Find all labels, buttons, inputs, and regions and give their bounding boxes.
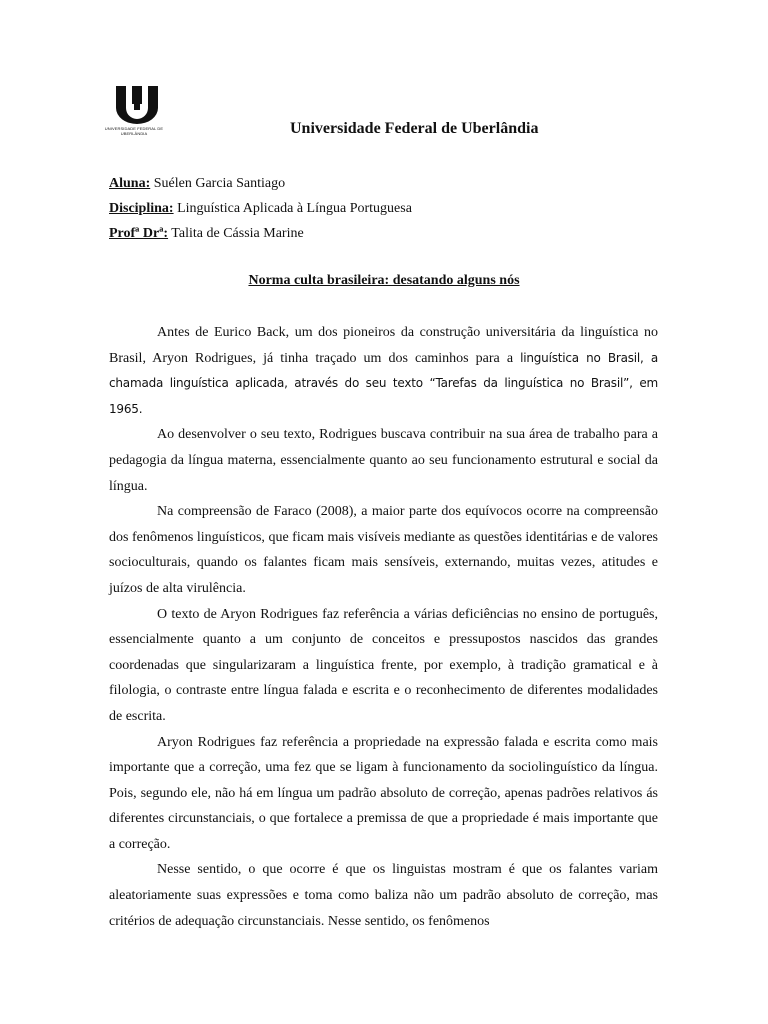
logo-caption: UNIVERSIDADE FEDERAL DE UBERLÂNDIA — [104, 126, 164, 136]
paragraph-5: Aryon Rodrigues faz referência a propriedade na expressão falada e escrita como mais importante que a correção, uma fez que se ligam à funcionamento da sociolinguístico da língua. Pois, segundo ele, não há em língua um padrão absoluto de correção, apenas padrões relativos ás diferentes circunstanciais, o que fortalece a premissa de que a propriedade é mais importante que a correção. — [109, 734, 658, 852]
paragraph-1 — [109, 320, 658, 422]
student-value: Suélen Garcia Santiago — [150, 176, 286, 191]
student-row — [109, 171, 412, 196]
paragraph-6: Nesse sentido, o que ocorre é que os linguistas mostram é que os falantes variam aleatoriamente suas expressões e toma como baliza não um padrão absoluto de correção, mas critérios de adequação circunstanciais. Nesse sentido, os fenômenos — [109, 862, 658, 929]
course-label: Disciplina: — [109, 201, 174, 216]
student-label: Aluna: — [109, 176, 151, 191]
professor-value: Talita de Cássia Marine — [168, 226, 304, 241]
course-value: Linguística Aplicada à Língua Portuguesa — [173, 201, 412, 216]
paragraph-1-part-a: Antes de Eurico Back, um dos pioneiros da construção universitária da linguística no Brasil, Aryon Rodrigues, já tinha traçado um dos caminhos para a — [109, 325, 658, 366]
paragraph-3: Na compreensão de Faraco (2008), a maior parte dos equívocos ocorre na compreensão dos fenômenos linguísticos, que ficam mais visíveis mediante as questões identitárias e de valores socioculturais, quando os falantes ficam mais sensíveis, externando, muitas vezes, atitudes e juízos de alta virulência. — [109, 504, 658, 596]
paragraph-4: O texto de Aryon Rodrigues faz referência a várias deficiências no ensino de português, essencialmente quanto a um conjunto de conceitos e pressupostos nascidos das grandes coordenadas que singularizaram a linguística frente, por exemplo, à tradição gramatical e à filologia, o contraste entre língua falada e escrita e o reconhecimento de diferentes modalidades de escrita. — [109, 606, 658, 724]
document-title: Norma culta brasileira: desatando alguns nós — [248, 273, 520, 288]
document-meta — [109, 171, 412, 246]
course-row — [109, 196, 412, 221]
university-logo — [104, 84, 176, 136]
ufu-logo-icon — [114, 84, 160, 124]
paragraph-1-part-b: linguística no Brasil, a chamada linguística aplicada, através do seu texto “Tarefas da linguística no Brasil”, em 1965. — [109, 350, 658, 416]
paragraph-2: Ao desenvolver o seu texto, Rodrigues buscava contribuir na sua área de trabalho para a pedagogia da língua materna, essencialmente quanto ao seu funcionamento estrutural e social da língua. — [109, 427, 658, 494]
university-title: Universidade Federal de Uberlândia — [290, 120, 539, 137]
professor-label: Profª Drª: — [109, 226, 169, 241]
professor-row — [109, 221, 412, 246]
document-body — [109, 320, 658, 934]
